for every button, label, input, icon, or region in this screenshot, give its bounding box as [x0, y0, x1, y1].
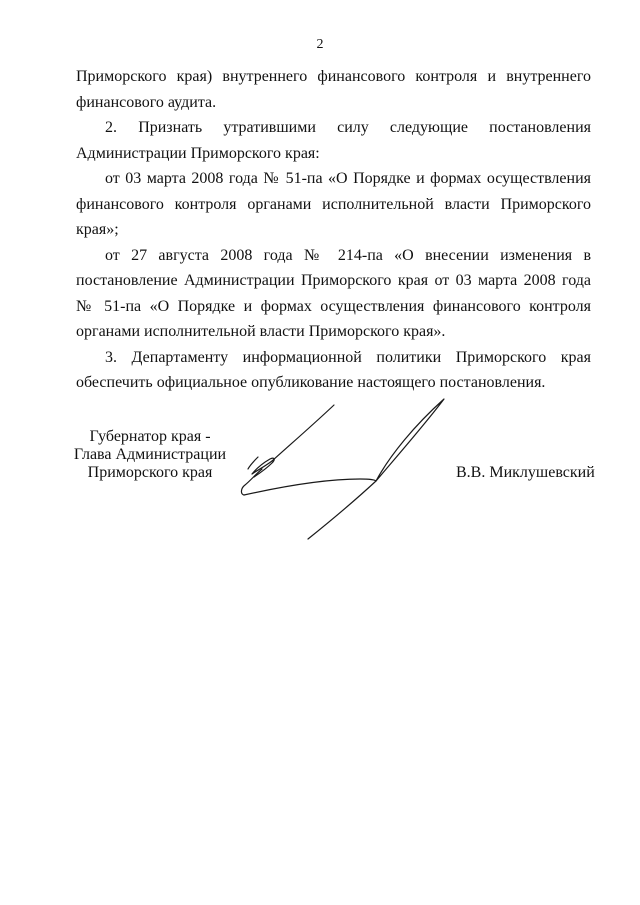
signatory-title — [70, 428, 230, 482]
handwritten-signature — [230, 395, 470, 545]
signatory-name: В.В. Миклушевский — [456, 464, 595, 481]
page-number: 2 — [316, 37, 324, 52]
paragraph-continuation: Приморского края) внутреннего финансового контроля и внутреннего финансового аудита. — [76, 68, 591, 111]
signatory-title-line: Приморского края — [87, 464, 213, 481]
paragraph-resolution-51pa: от 03 марта 2008 года № 51-па «О Порядке и формах осуществления финансового контроля органами исполнительной власти Приморского края»; — [76, 170, 591, 238]
document-body — [76, 64, 591, 396]
signatory-title-line: Губернатор края - — [89, 428, 211, 445]
paragraph-item-2: 2. Признать утратившими силу следующие постановления Администрации Приморского края: — [76, 119, 591, 162]
signatory-title-line: Глава Администрации — [73, 446, 227, 463]
paragraph-resolution-214pa: от 27 августа 2008 года № 214-па «О внесении изменения в постановление Администрации Приморского края от 03 марта 2008 года № 51-па «О Порядке и формах осуществления финансового контроля органами исполнительной власти Приморского края». — [76, 246, 591, 340]
paragraph-item-3: 3. Департаменту информационной политики Приморского края обеспечить официальное опубликование настоящего постановления. — [76, 348, 591, 391]
